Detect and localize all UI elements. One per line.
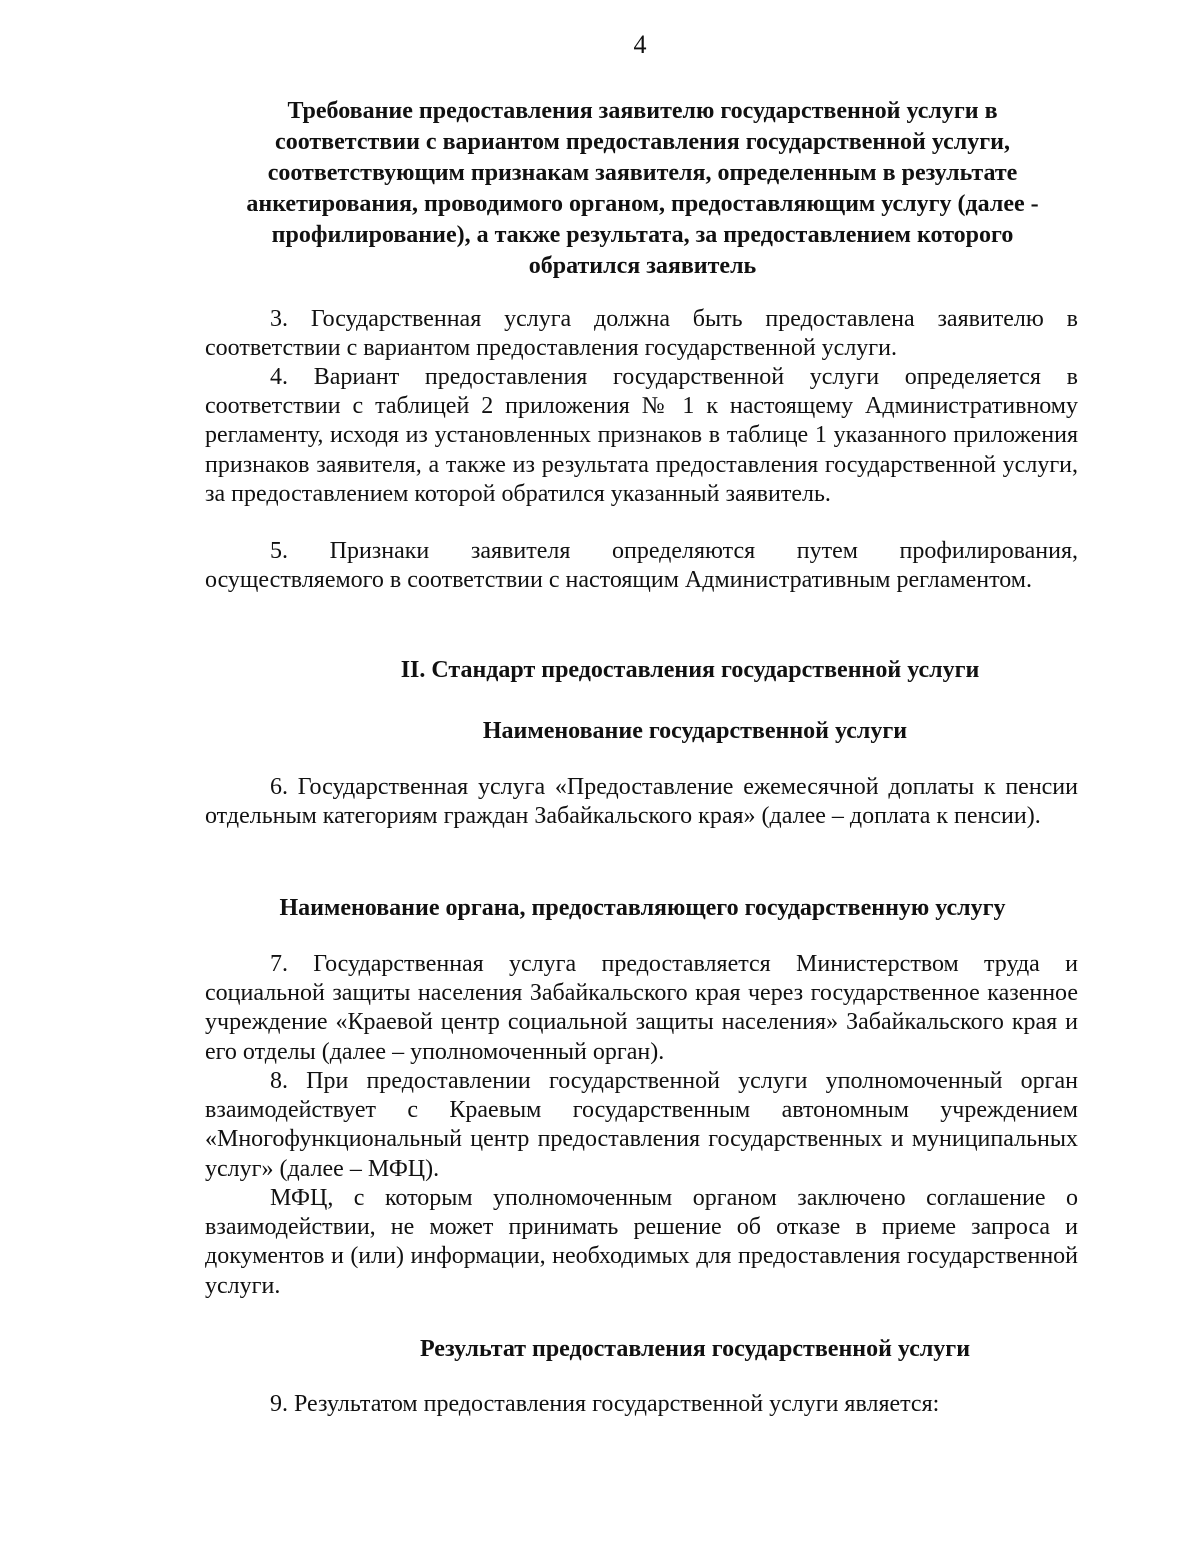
- section-heading: II. Стандарт предоставления государственной услуги: [400, 657, 980, 683]
- main-heading-line: Требование предоставления заявителю государственной услуги в: [287, 98, 998, 124]
- main-heading-line: анкетирования, проводимого органом, предоставляющим услугу (далее -: [246, 191, 1039, 217]
- main-heading-line: соответствии с вариантом предоставления государственной услуги,: [275, 129, 1010, 155]
- paragraph-3: 3. Государственная услуга должна быть предоставлена заявителю в соответствии с вариантом предоставления государственной услуги.: [205, 306, 1078, 362]
- paragraph-6: 6. Государственная услуга «Предоставление ежемесячной доплаты к пенсии отдельным категориям граждан Забайкальского края» (далее – доплата к пенсии).: [205, 774, 1078, 830]
- page-number: 4: [633, 30, 647, 59]
- paragraph-8-mfc: МФЦ, с которым уполномоченным органом заключено соглашение о взаимодействии, не может принимать решение об отказе в приеме запроса и документов и (или) информации, необходимых для предоставления государственной услуги.: [205, 1185, 1078, 1299]
- main-heading-line: профилирование), а также результата, за предоставлением которого: [271, 222, 1014, 248]
- main-heading-line: соответствующим признакам заявителя, определенным в результате: [267, 160, 1018, 186]
- paragraph-9: 9. Результатом предоставления государственной услуги является:: [270, 1391, 940, 1417]
- paragraph-4: 4. Вариант предоставления государственной услуги определяется в соответствии с таблицей 2 приложения № 1 к настоящему Административному регламенту, исходя из установленных признаков в таблице 1 указанного приложения признаков заявителя, а также из результата предоставления государственной услуги, за предоставлением которой обратился указанный заявитель.: [205, 364, 1078, 507]
- paragraph-8: 8. При предоставлении государственной услуги уполномоченный орган взаимодействует с Краевым государственным автономным учреждением «Многофункциональный центр предоставления государственных и муниципальных услуг» (далее – МФЦ).: [205, 1068, 1078, 1182]
- paragraph-7: 7. Государственная услуга предоставляется Министерством труда и социальной защиты населения Забайкальского края через государственное казенное учреждение «Краевой центр социальной защиты населения» Забайкальского края и его отделы (далее – уполномоченный орган).: [205, 951, 1078, 1065]
- service-name-heading: Наименование государственной услуги: [482, 718, 908, 744]
- result-heading: Результат предоставления государственной услуги: [419, 1336, 971, 1362]
- main-heading: [205, 96, 1080, 282]
- paragraph-5: 5. Признаки заявителя определяются путем профилирования, осуществляемого в соответствии с настоящим Административным регламентом.: [205, 538, 1078, 594]
- main-heading-line: обратился заявитель: [528, 253, 757, 279]
- organ-heading: Наименование органа, предоставляющего государственную услугу: [279, 895, 1006, 921]
